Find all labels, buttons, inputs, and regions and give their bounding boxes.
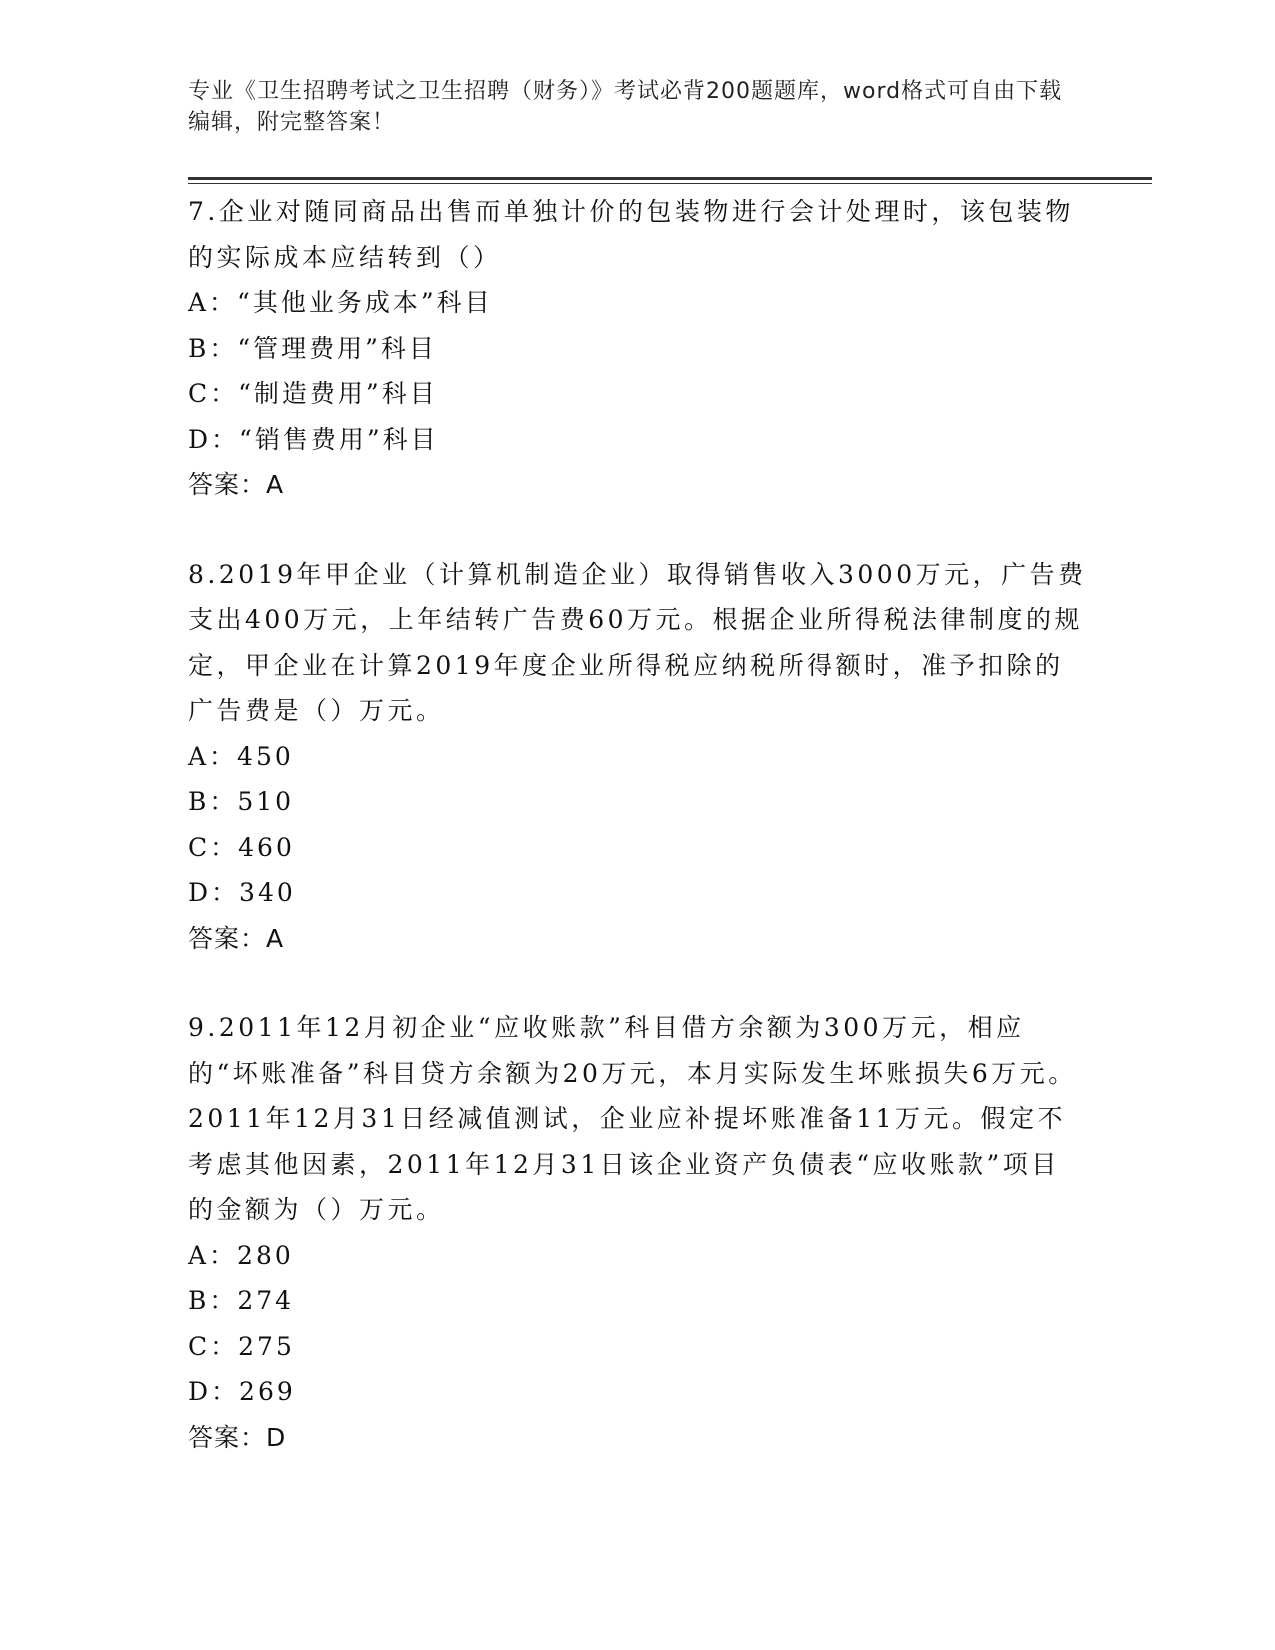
option-b: B：510 — [188, 787, 295, 816]
answer-line: 答案：A — [188, 470, 285, 499]
option-a: A：450 — [188, 741, 294, 771]
question-text: 7.企业对随同商品出售而单独计价的包装物进行会计处理时，该包装物的实际成本应结转到（） — [188, 197, 1074, 272]
question-8 — [188, 552, 1088, 962]
option-d: D：340 — [188, 878, 296, 907]
option-d: D：269 — [188, 1377, 296, 1406]
option-b: B：274 — [188, 1286, 295, 1315]
option-c: C：460 — [188, 832, 295, 862]
question-text: 8.2019年甲企业（计算机制造企业）取得销售收入3000万元，广告费支出400万元，上年结转广告费60万元。根据企业所得税法律制度的规定，甲企业在计算2019年度企业所得税应纳税所得额时，准予扣除的广告费是（）万元。 — [188, 559, 1087, 725]
document-header — [188, 76, 1068, 138]
option-c: C：“制造费用”科目 — [188, 379, 438, 408]
header-intro-text: 专业《卫生招聘考试之卫生招聘（财务）》考试必背200题题库，word格式可自由下载编辑，附完整答案！ — [188, 79, 1063, 135]
question-9 — [188, 1005, 1088, 1460]
option-a: A：280 — [188, 1240, 294, 1270]
answer-line: 答案：D — [188, 1422, 287, 1452]
question-7 — [188, 189, 1088, 508]
option-b: B：“管理费用”科目 — [188, 333, 437, 363]
answer-line: 答案：A — [188, 923, 285, 953]
option-c: C：275 — [188, 1331, 295, 1361]
header-divider-thick — [188, 177, 1152, 180]
question-text: 9.2011年12月初企业“应收账款”科目借方余额为300万元，相应的“坏账准备”科目贷方余额为20万元，本月实际发生坏账损失6万元。2011年12月31日经减值测试，企业应补提坏账准备11万元。假定不考虑其他因素，2011年12月31日该企业资产负债表“应收账款”项目的金额为（）万元。 — [188, 1013, 1077, 1224]
header-divider-thin — [188, 183, 1152, 184]
option-d: D：“销售费用”科目 — [188, 424, 439, 454]
option-a: A：“其他业务成本”科目 — [188, 288, 493, 317]
question-list — [188, 189, 1088, 1504]
